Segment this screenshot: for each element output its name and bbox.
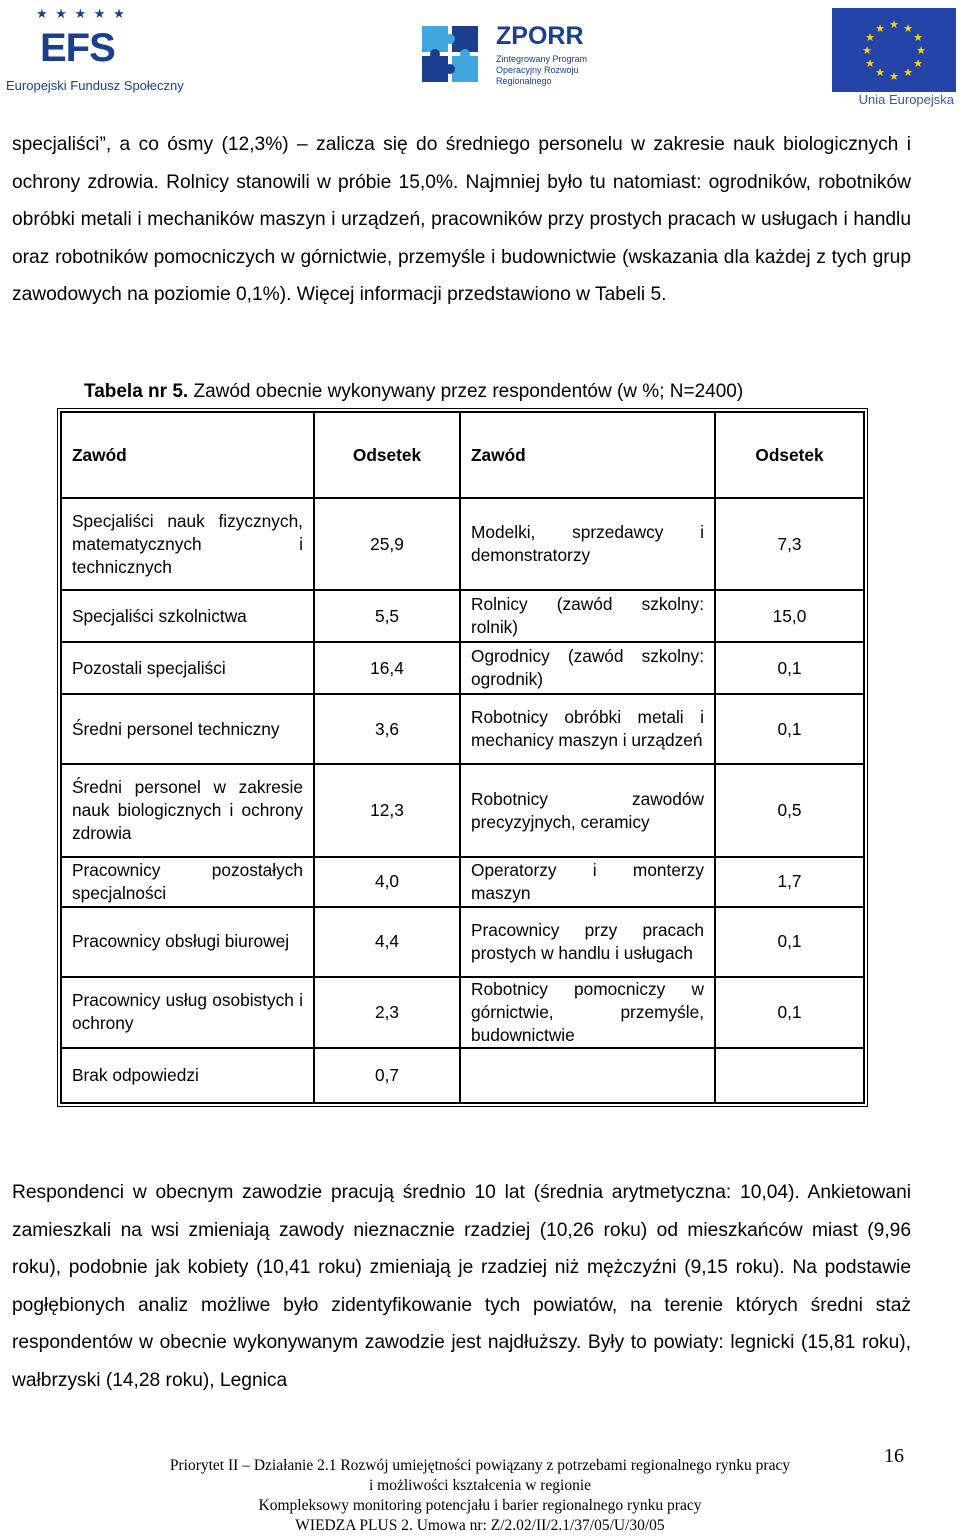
header-occupation-right: Zawód	[460, 412, 715, 498]
svg-text:★: ★	[875, 66, 885, 79]
svg-text:★: ★	[913, 57, 923, 70]
table-row	[61, 694, 864, 764]
efs-caption: Europejski Fundusz Społeczny	[6, 78, 184, 93]
share-cell: 12,3	[314, 764, 460, 856]
table-row	[61, 977, 864, 1048]
zporr-logo-text: ZPORR	[496, 22, 584, 50]
efs-logo	[6, 6, 184, 98]
share-cell: 0,1	[715, 977, 864, 1048]
intro-paragraph: specjaliści”, a co ósmy (12,3%) – zalicza się do średniego personelu w zakresie nauk biologicznych i ochrony zdrowia. Rolnicy stanowili w próbie 15,0%. Najmniej było tu natomiast: ogrodników, robotników obróbki metali i mechaników maszyn i urządzeń, pracowników przy prostych pracach w usługach i handlu oraz robotników pomocniczych w górnictwie, przemyśle i budownictwie (wskazania dla każdej z tych grup zawodowych na poziomie 0,1%). Więcej informacji przedstawiono w Tabeli 5.	[12, 134, 911, 305]
header-share-right: Odsetek	[715, 412, 864, 498]
share-cell: 0,1	[715, 642, 864, 694]
share-cell: 0,1	[715, 907, 864, 977]
table-row	[61, 498, 864, 590]
occupation-cell: Brak odpowiedzi	[61, 1048, 314, 1103]
footer-line-contract: WIEDZA PLUS 2. Umowa nr: Z/2.02/II/2.1/37/05/U/30/05	[295, 1517, 665, 1534]
share-cell: 0,1	[715, 694, 864, 764]
occupation-cell: Specjaliści szkolnictwa	[61, 590, 314, 642]
table-caption-text: Zawód obecnie wykonywany przez respondentów (w %; N=2400)	[193, 381, 744, 402]
share-cell: 5,5	[314, 590, 460, 642]
svg-text:★: ★	[903, 66, 913, 79]
occupation-table	[60, 411, 865, 1104]
zporr-logo	[420, 18, 610, 98]
share-cell: 4,0	[314, 857, 460, 907]
svg-text:★: ★	[875, 22, 885, 35]
svg-text:★: ★	[865, 57, 875, 70]
occupation-cell: Ogrodnicy (zawód szkolny: ogrodnik)	[460, 642, 715, 694]
share-cell: 16,4	[314, 642, 460, 694]
occupation-cell: Pracownicy przy pracach prostych w handlu i usługach	[460, 907, 715, 977]
table-row	[61, 590, 864, 642]
page-footer	[0, 1456, 960, 1536]
closing-paragraph: Respondenci w obecnym zawodzie pracują średnio 10 lat (średnia arytmetyczna: 10,04). Ankietowani zamieszkali na wsi zmieniają zawody nieznacznie rzadziej (10,26 roku) od mieszkańców miast (9,96 roku), podobnie jak kobiety (10,41 roku) zmieniają je rzadziej niż mężczyźni (9,15 roku). Na podstawie pogłębionych analiz możliwe było zidentyfikowanie tych powiatów, na terenie których średni staż respondentów w obecnie wykonywanym zawodzie jest najdłuższy. Były to powiaty: legnicki (15,81 roku), wałbrzyski (14,28 roku), Legnica	[12, 1182, 911, 1391]
share-cell: 0,5	[715, 764, 864, 856]
zporr-subtitle: Zintegrowany Program Operacyjny Rozwoju Regionalnego	[496, 54, 588, 86]
footer-line-priority: Priorytet II – Działanie 2.1 Rozwój umiejętności powiązany z potrzebami regionalnego rynku pracy	[169, 1457, 791, 1474]
table-row	[61, 642, 864, 694]
efs-logo-text: EFS	[40, 26, 115, 70]
empty-cell	[460, 1048, 715, 1103]
occupation-cell: Średni personel w zakresie nauk biologicznych i ochrony zdrowia	[61, 764, 314, 856]
occupation-cell: Robotnicy obróbki metali i mechanicy maszyn i urządzeń	[460, 694, 715, 764]
occupation-cell: Pracownicy usług osobistych i ochrony	[61, 977, 314, 1048]
header-occupation-left: Zawód	[61, 412, 314, 498]
svg-text:★: ★	[913, 31, 923, 44]
share-cell: 15,0	[715, 590, 864, 642]
eu-logo	[832, 8, 956, 108]
occupation-cell: Rolnicy (zawód szkolny: rolnik)	[460, 590, 715, 642]
occupation-cell: Operatorzy i monterzy maszyn	[460, 857, 715, 907]
svg-text:★: ★	[862, 44, 872, 57]
svg-text:★: ★	[865, 31, 875, 44]
empty-cell	[715, 1048, 864, 1103]
occupation-cell: Pracownicy pozostałych specjalności	[61, 857, 314, 907]
page-number: 16	[884, 1445, 904, 1467]
share-cell: 7,3	[715, 498, 864, 590]
efs-stars-icon: ★ ★ ★ ★ ★	[36, 6, 127, 21]
footer-line-region: i możliwości kształcenia w regionie	[368, 1477, 592, 1494]
share-cell: 4,4	[314, 907, 460, 977]
eu-caption: Unia Europejska	[858, 92, 954, 107]
svg-text:★: ★	[903, 22, 913, 35]
table-row	[61, 764, 864, 856]
table-row	[61, 1048, 864, 1103]
share-cell: 1,7	[715, 857, 864, 907]
table-caption-label: Tabela nr 5.	[84, 381, 189, 402]
occupation-cell: Robotnicy zawodów precyzyjnych, ceramicy	[460, 764, 715, 856]
footer-line-project: Kompleksowy monitoring potencjału i barier regionalnego rynku pracy	[258, 1497, 702, 1514]
share-cell: 3,6	[314, 694, 460, 764]
table-header-row	[61, 412, 864, 498]
occupation-cell: Robotnicy pomocniczy w górnictwie, przemyśle, budownictwie	[460, 977, 715, 1048]
svg-text:★: ★	[889, 70, 899, 83]
svg-text:★: ★	[916, 44, 926, 57]
table-row	[61, 907, 864, 977]
eu-flag-icon	[832, 8, 956, 92]
share-cell: 25,9	[314, 498, 460, 590]
occupation-cell: Pozostali specjaliści	[61, 642, 314, 694]
table-row	[61, 857, 864, 907]
share-cell: 2,3	[314, 977, 460, 1048]
occupation-cell: Modelki, sprzedawcy i demonstratorzy	[460, 498, 715, 590]
occupation-cell: Średni personel techniczny	[61, 694, 314, 764]
occupation-table-wrap	[60, 411, 863, 1104]
svg-text:★: ★	[889, 18, 899, 31]
share-cell: 0,7	[314, 1048, 460, 1103]
puzzle-icon	[420, 24, 480, 84]
header-share-left: Odsetek	[314, 412, 460, 498]
occupation-cell: Pracownicy obsługi biurowej	[61, 907, 314, 977]
occupation-cell: Specjaliści nauk fizycznych, matematycznych i technicznych	[61, 498, 314, 590]
table-caption	[84, 381, 743, 403]
